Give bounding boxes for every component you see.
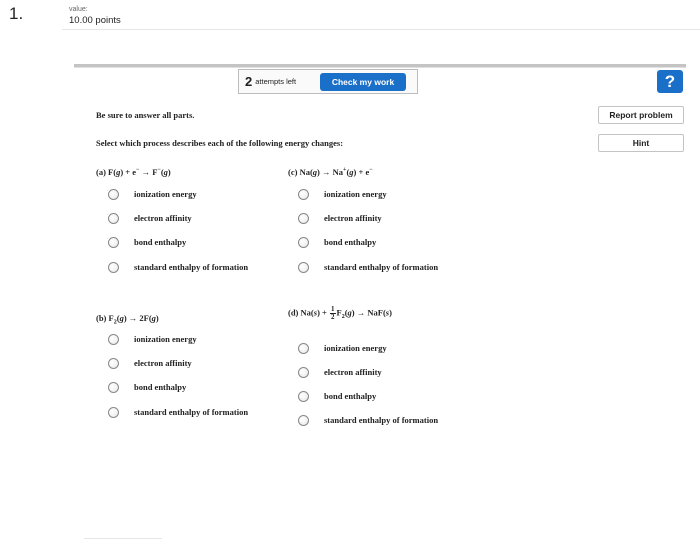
radio-button[interactable] [108,237,119,248]
radio-button[interactable] [108,334,119,345]
radio-button[interactable] [298,213,309,224]
option-label: standard enthalpy of formation [134,262,249,272]
option-label: standard enthalpy of formation [134,407,249,417]
part-d-label: (d) [288,307,299,318]
option-label: electron affinity [324,213,382,223]
part-a-heading: (a) F(g) + e− → F−(g) [96,167,171,177]
attempts-text: attempts left [255,77,297,86]
option-label: electron affinity [324,367,382,377]
radio-button[interactable] [298,415,309,426]
part-b-label: (b) [96,313,107,323]
option-label: standard enthalpy of formation [324,415,439,425]
part-c-label: (c) [288,167,298,177]
radio-button[interactable] [108,358,119,369]
hint-button[interactable]: Hint [598,134,684,152]
option-label: ionization energy [134,189,197,199]
report-problem-button[interactable]: Report problem [598,106,684,124]
radio-button[interactable] [108,262,119,273]
check-my-work-button[interactable]: Check my work [320,73,406,91]
instruction-answer-all: Be sure to answer all parts. [96,110,195,120]
instruction-select-process: Select which process describes each of the following energy changes: [96,138,344,148]
attempts-count: 2 [245,74,253,89]
radio-button[interactable] [298,367,309,378]
radio-button[interactable] [108,213,119,224]
radio-button[interactable] [108,382,119,393]
option-label: standard enthalpy of formation [324,262,439,272]
help-icon[interactable]: ? [657,70,683,93]
part-a-label: (a) [96,167,106,177]
option-label: bond enthalpy [324,237,377,247]
part-d-heading: (d) Na(s) + $\frac{1}{2}$ $F_2(g) \to NaF(s)$ [288,305,392,321]
option-label: bond enthalpy [324,391,377,401]
fraction-one-half: $\frac{1}{2}$ [331,305,335,321]
attempts-box [238,69,418,94]
attempts-left [245,74,296,89]
radio-button[interactable] [298,189,309,200]
option-label: bond enthalpy [134,382,187,392]
radio-button[interactable] [108,407,119,418]
option-label: electron affinity [134,213,192,223]
part-b-heading: (b) $F_2(g) \to 2F(g)$ [96,313,159,326]
radio-button[interactable] [298,343,309,354]
value-label: value: [69,6,88,13]
option-label: electron affinity [134,358,192,368]
part-c-heading: (c) Na(g) → Na+(g) + e− [288,167,373,177]
radio-button[interactable] [108,189,119,200]
question-points: 10.00 points [69,15,121,26]
radio-button[interactable] [298,391,309,402]
option-label: ionization energy [324,343,387,353]
radio-button[interactable] [298,237,309,248]
option-label: ionization energy [324,189,387,199]
radio-button[interactable] [298,262,309,273]
option-label: ionization energy [134,334,197,344]
question-number: 1. [9,4,24,23]
panel-top-border-shadow [74,67,686,68]
option-label: bond enthalpy [134,237,187,247]
header-divider [62,29,700,30]
